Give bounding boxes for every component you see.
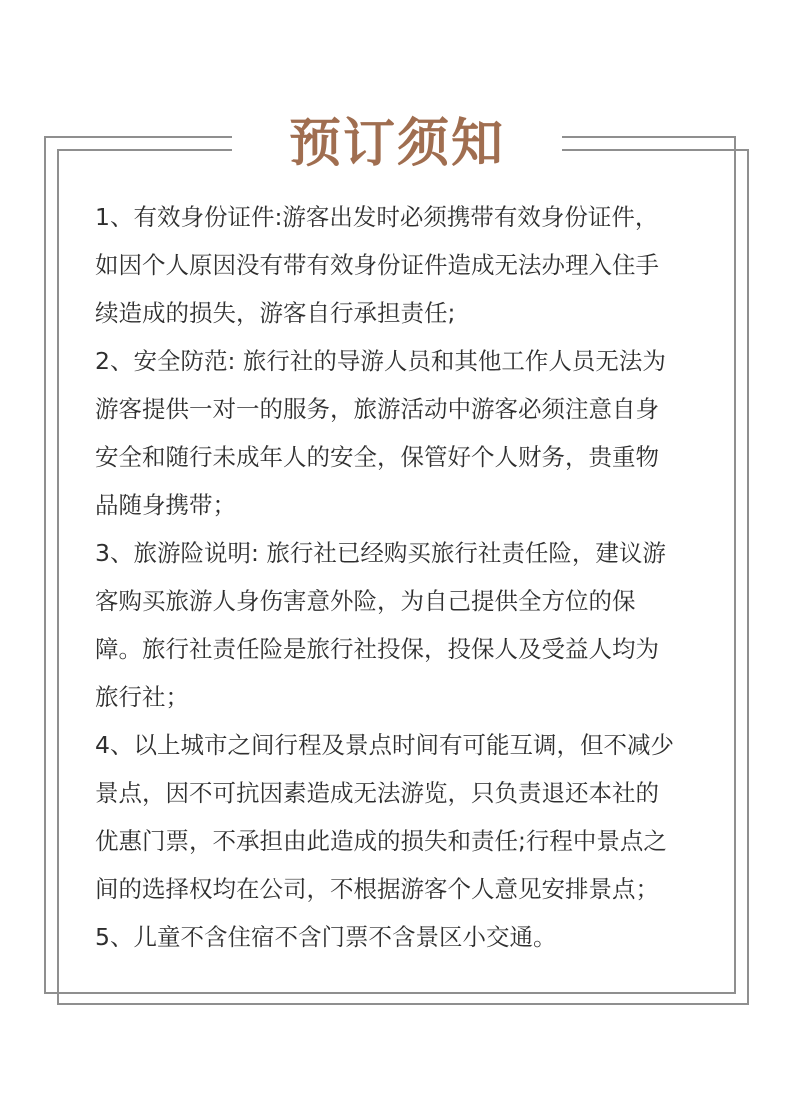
notice-item-3: 3、旅游险说明: 旅行社已经购买旅行社责任险，建议游 客购买旅游人身伤害意外险，为自己提供全方位的保 障。旅行社责任险是旅行社投保，投保人及受益人均为 旅行社； <box>95 539 666 711</box>
notice-item-1: 1、有效身份证件:游客出发时必须携带有效身份证件， 如因个人原因没有带有效身份证件造成无法办理入住手 续造成的损失，游客自行承担责任; <box>95 203 659 327</box>
notice-item-2: 2、安全防范: 旅行社的导游人员和其他工作人员无法为 游客提供一对一的服务，旅游活动中游客必须注意自身 安全和随行未成年人的安全，保管好个人财务，贵重物 品随身携带； <box>95 347 666 519</box>
notice-item-4: 4、以上城市之间行程及景点时间有可能互调，但不减少 景点，因不可抗因素造成无法游览，只负责退还本社的 优惠门票，不承担由此造成的损失和责任;行程中景点之 间的选择权均在公司，不根据游客个人意见安排景点； <box>95 731 674 903</box>
page-title: 预订须知 <box>288 113 505 174</box>
notice-content <box>95 193 705 961</box>
notice-item-5: 5、儿童不含住宿不含门票不含景区小交通。 <box>95 923 557 951</box>
